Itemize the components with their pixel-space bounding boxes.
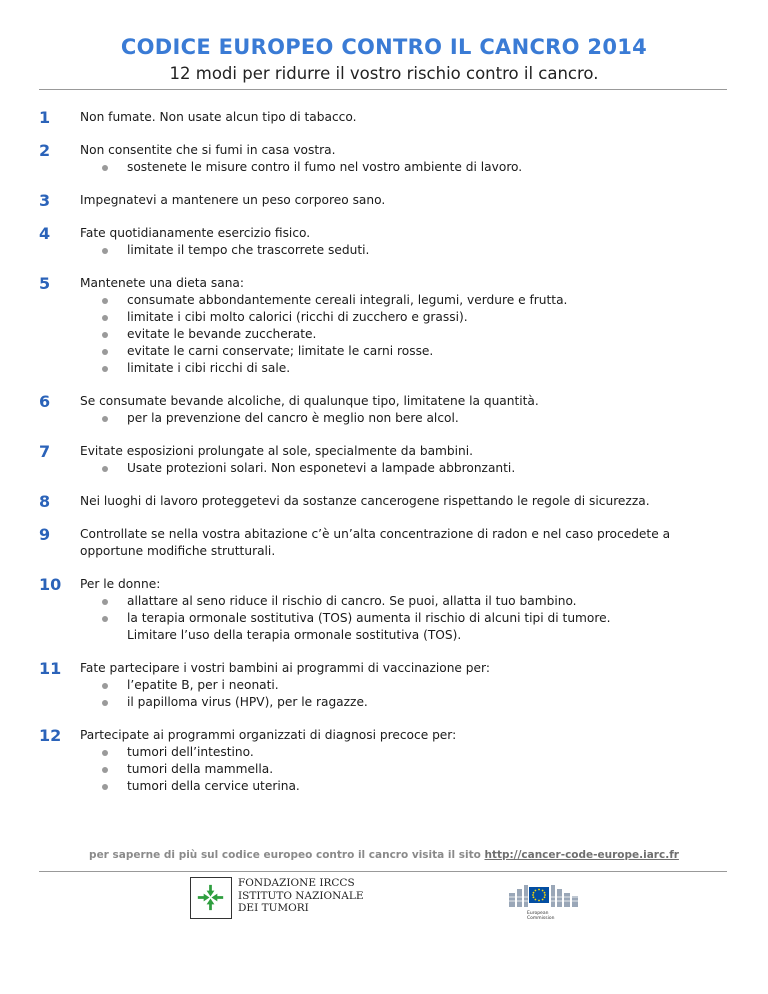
code-item [39, 192, 729, 209]
bullet-text: allattare al seno riduce il rischio di cancro. Se puoi, allatta il tuo bambino. [127, 594, 577, 608]
item-number: 8 [39, 492, 51, 511]
bullet-dot-icon [102, 599, 108, 605]
bullet-text: evitate le carni conservate; limitate le carni rosse. [127, 344, 434, 358]
bullet-item [80, 343, 729, 360]
bullet-dot-icon [102, 416, 108, 422]
bullet-item [80, 778, 729, 795]
bullet-text: tumori dell’intestino. [127, 745, 254, 759]
bullet-dot-icon [102, 165, 108, 171]
item-number: 3 [39, 191, 51, 210]
bullet-text: Usate protezioni solari. Non esponetevi a lampade abbronzanti. [127, 461, 516, 475]
bullet-dot-icon [102, 616, 108, 622]
footer-info [0, 849, 768, 861]
item-bullets [80, 159, 729, 176]
bullet-dot-icon [102, 683, 108, 689]
code-item [39, 526, 729, 560]
bullet-dot-icon [102, 750, 108, 756]
bullet-continuation: Limitare l’uso della terapia ormonale sostitutiva (TOS). [127, 628, 462, 642]
bullet-dot-icon [102, 466, 108, 472]
item-number: 11 [39, 659, 62, 678]
bullet-item [80, 593, 729, 610]
item-text: Partecipate ai programmi organizzati di diagnosi precoce per: [80, 728, 457, 742]
bullet-dot-icon [102, 248, 108, 254]
bullet-dot-icon [102, 700, 108, 706]
item-body [80, 142, 729, 176]
ec-label: European Commission [527, 911, 555, 921]
item-body [80, 526, 729, 560]
bullet-dot-icon [102, 315, 108, 321]
code-item [39, 660, 729, 711]
header-divider [39, 89, 727, 90]
bullet-item [80, 460, 729, 477]
bullet-text: l’epatite B, per i neonati. [127, 678, 279, 692]
item-body [80, 576, 729, 644]
footer-link[interactable]: http://cancer-code-europe.iarc.fr [484, 849, 679, 861]
bullet-text: tumori della mammella. [127, 762, 274, 776]
item-text: Fate quotidianamente esercizio fisico. [80, 226, 311, 240]
footer-divider [39, 871, 727, 872]
bullet-text: evitate le bevande zuccherate. [127, 327, 317, 341]
item-number: 6 [39, 392, 51, 411]
bullet-item [80, 292, 729, 309]
bullet-text: sostenete le misure contro il fumo nel vostro ambiente di lavoro. [127, 160, 523, 174]
bullet-text: limitate i cibi ricchi di sale. [127, 361, 291, 375]
code-item [39, 275, 729, 377]
code-item [39, 142, 729, 176]
bullet-item [80, 744, 729, 761]
bullet-dot-icon [102, 767, 108, 773]
code-item [39, 576, 729, 644]
code-item [39, 493, 729, 510]
bullet-dot-icon [102, 332, 108, 338]
item-text: Per le donne: [80, 577, 161, 591]
footer-text: per saperne di più sul codice europeo contro il cancro visita il sito [89, 849, 481, 861]
item-text: Non fumate. Non usate alcun tipo di tabacco. [80, 110, 357, 124]
int-logo-name: FONDAZIONE IRCCS ISTITUTO NAZIONALE DEI TUMORI [238, 877, 364, 914]
bullet-item [80, 694, 729, 711]
bullet-dot-icon [102, 784, 108, 790]
item-number: 12 [39, 726, 62, 745]
page-header [0, 34, 768, 85]
item-number: 10 [39, 575, 62, 594]
code-item [39, 443, 729, 477]
item-number: 1 [39, 108, 51, 127]
item-bullets [80, 593, 729, 627]
item-number: 2 [39, 141, 51, 160]
bullet-item [80, 159, 729, 176]
bullet-text: tumori della cervice uterina. [127, 779, 300, 793]
code-item [39, 225, 729, 259]
bullet-dot-icon [102, 349, 108, 355]
item-bullets [80, 677, 729, 711]
item-text: Evitate esposizioni prolungate al sole, specialmente da bambini. [80, 444, 474, 458]
item-number: 7 [39, 442, 51, 461]
code-item [39, 727, 729, 795]
bullet-item [80, 326, 729, 343]
item-body [80, 443, 729, 477]
page-title: CODICE EUROPEO CONTRO IL CANCRO 2014 [120, 35, 648, 59]
bullet-item [80, 309, 729, 326]
item-text: Nei luoghi di lavoro proteggetevi da sostanze cancerogene rispettando le regole di sicurezza. [80, 494, 650, 508]
int-logo-mark [190, 877, 232, 919]
item-bullets [80, 292, 729, 377]
bullet-item [80, 242, 729, 259]
code-list [39, 109, 729, 811]
item-bullets [80, 242, 729, 259]
code-item [39, 109, 729, 126]
bullet-item [80, 360, 729, 377]
item-text: Impegnatevi a mantenere un peso corporeo sano. [80, 193, 386, 207]
item-number: 4 [39, 224, 51, 243]
bullet-text: la terapia ormonale sostitutiva (TOS) aumenta il rischio di alcuni tipi di tumore. [127, 611, 611, 625]
bullet-text: il papilloma virus (HPV), per le ragazze. [127, 695, 368, 709]
int-logo [190, 877, 370, 925]
item-body [80, 727, 729, 795]
item-text: Mantenete una dieta sana: [80, 276, 245, 290]
item-text: Controllate se nella vostra abitazione c’è un’alta concentrazione di radon e nel caso procedete a opportune modifiche strutturali. [80, 527, 671, 558]
item-text: Non consentite che si fumi in casa vostra. [80, 143, 336, 157]
bullet-text: limitate il tempo che trascorrete seduti. [127, 243, 370, 257]
bullet-item [80, 677, 729, 694]
european-commission-logo [507, 879, 595, 927]
item-body [80, 192, 729, 209]
bullet-item [80, 410, 729, 427]
page-subtitle: 12 modi per ridurre il vostro rischio contro il cancro. [169, 64, 599, 83]
item-bullets [80, 744, 729, 795]
bullet-dot-icon [102, 298, 108, 304]
item-body [80, 493, 729, 510]
item-number: 5 [39, 274, 51, 293]
bullet-dot-icon [102, 366, 108, 372]
item-number: 9 [39, 525, 51, 544]
item-body [80, 225, 729, 259]
bullet-text: consumate abbondantemente cereali integrali, legumi, verdure e frutta. [127, 293, 568, 307]
item-body [80, 393, 729, 427]
item-text: Fate partecipare i vostri bambini ai programmi di vaccinazione per: [80, 661, 490, 675]
bullet-text: per la prevenzione del cancro è meglio non bere alcol. [127, 411, 459, 425]
bullet-item [80, 610, 729, 627]
item-body [80, 660, 729, 711]
bullet-text: limitate i cibi molto calorici (ricchi di zucchero e grassi). [127, 310, 468, 324]
arrows-cross-icon [191, 878, 230, 917]
code-item [39, 393, 729, 427]
item-text: Se consumate bevande alcoliche, di qualunque tipo, limitatene la quantità. [80, 394, 539, 408]
bullet-item [80, 761, 729, 778]
item-body [80, 275, 729, 377]
item-bullets [80, 410, 729, 427]
item-body [80, 109, 729, 126]
item-bullets [80, 460, 729, 477]
